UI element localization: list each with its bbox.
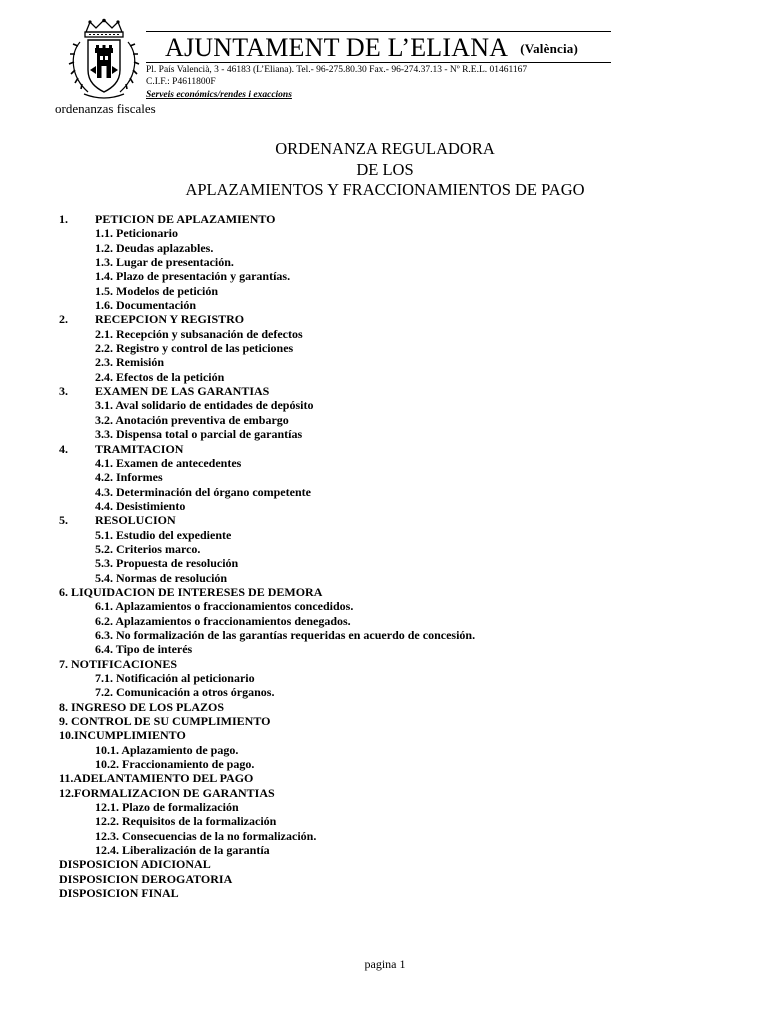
toc-entry-text: 6.1. Aplazamientos o fraccionamientos concedidos. [95, 599, 354, 614]
toc-entry [0, 743, 770, 757]
toc-entry [0, 269, 770, 283]
toc-entry [0, 327, 770, 341]
page-number: pagina 1 [364, 957, 406, 971]
toc-entry [0, 657, 770, 671]
toc-entry [0, 298, 770, 312]
toc-entry-text: 6.4. Tipo de interés [95, 642, 193, 657]
toc-entry [0, 384, 770, 398]
toc-entry-text: 10.2. Fraccionamiento de pago. [95, 757, 255, 772]
document-title-line-3: APLAZAMIENTOS Y FRACCIONAMIENTOS DE PAGO [185, 180, 585, 199]
toc-entry-text: 1.2. Deudas aplazables. [95, 240, 214, 255]
header-cif: C.I.F.: P4611800F [146, 77, 216, 87]
toc-entry-text: 3.2. Anotación preventiva de embargo [95, 412, 289, 427]
toc-entry [0, 442, 770, 456]
toc-entry-text: 2.1. Recepción y subsanación de defectos [95, 326, 303, 341]
toc-entry-number: 1. [59, 212, 68, 226]
document-title-line-1: ORDENANZA REGULADORA [275, 139, 495, 158]
toc-entry-text: RESOLUCION [95, 513, 176, 528]
toc-entry [0, 470, 770, 484]
toc-entry-text: 9. CONTROL DE SU CUMPLIMIENTO [59, 714, 271, 729]
toc-entry-text: 4.2. Informes [95, 470, 163, 485]
region-label: (València) [520, 41, 579, 56]
toc-entry-text: 12.4. Liberalización de la garantía [95, 843, 270, 858]
toc-entry [0, 829, 770, 843]
toc-entry [0, 226, 770, 240]
toc-entry [0, 728, 770, 742]
toc-entry-text: PETICION DE APLAZAMIENTO [95, 212, 276, 226]
toc-entry-text: 6. LIQUIDACION DE INTERESES DE DEMORA [59, 584, 323, 599]
toc-entry [0, 398, 770, 412]
toc-entry-text: 8. INGRESO DE LOS PLAZOS [59, 699, 225, 714]
toc-entry-text: 4.1. Examen de antecedentes [95, 455, 242, 470]
toc-entry-text: 3.1. Aval solidario de entidades de depósito [95, 398, 314, 413]
toc-entry-text: RECEPCION Y REGISTRO [95, 312, 245, 327]
header-bottom-rule [146, 62, 611, 63]
toc-entry-text: 7. NOTIFICACIONES [59, 656, 178, 671]
header-top-rule [146, 31, 611, 32]
toc-entry [0, 857, 770, 871]
toc-entry [0, 485, 770, 499]
toc-entry [0, 255, 770, 269]
document-title-line-2: DE LOS [356, 160, 414, 179]
toc-entry-text: DISPOSICION FINAL [59, 886, 179, 901]
toc-entry [0, 757, 770, 771]
toc-entry [0, 800, 770, 814]
toc-entry [0, 241, 770, 255]
toc-entry-text: 7.1. Notificación al peticionario [95, 671, 255, 685]
toc-entry-number: 5. [59, 513, 68, 528]
toc-entry [0, 370, 770, 384]
toc-entry [0, 427, 770, 441]
toc-entry-text: 1.3. Lugar de presentación. [95, 255, 234, 270]
toc-entry [0, 886, 770, 900]
toc-entry [0, 284, 770, 298]
toc-entry-text: 4.3. Determinación del órgano competente [95, 484, 311, 499]
toc-entry-text: DISPOSICION ADICIONAL [59, 857, 211, 872]
toc-entry-text: 12.FORMALIZACION DE GARANTIAS [59, 785, 275, 800]
toc-entry-text: 12.2. Requisitos de la formalización [95, 814, 277, 829]
toc-entry-text: 6.2. Aplazamientos o fraccionamientos denegados. [95, 613, 351, 628]
toc-entry [0, 355, 770, 369]
table-of-contents [0, 212, 770, 901]
municipal-coat-of-arms [66, 18, 142, 102]
toc-entry-number: 3. [59, 384, 68, 399]
toc-entry [0, 614, 770, 628]
toc-entry-text: DISPOSICION DEROGATORIA [59, 871, 233, 886]
toc-entry-text: 4.4. Desistimiento [95, 498, 186, 513]
toc-entry-text: 7.2. Comunicación a otros órganos. [95, 685, 275, 700]
header-department: Serveis económics/rendes i exaccions [146, 90, 292, 100]
toc-entry-text: 10.INCUMPLIMIENTO [59, 728, 186, 743]
toc-entry-text: EXAMEN DE LAS GARANTIAS [95, 384, 270, 399]
toc-entry [0, 843, 770, 857]
toc-entry [0, 714, 770, 728]
toc-entry-text: 1.4. Plazo de presentación y garantías. [95, 269, 291, 284]
toc-entry [0, 212, 770, 226]
toc-entry-text: 10.1. Aplazamiento de pago. [95, 742, 239, 757]
toc-entry [0, 685, 770, 699]
toc-entry [0, 671, 770, 685]
toc-entry [0, 585, 770, 599]
toc-entry-text: 6.3. No formalización de las garantías requeridas en acuerdo de concesión. [95, 627, 476, 642]
toc-entry [0, 456, 770, 470]
toc-entry [0, 872, 770, 886]
toc-entry [0, 642, 770, 656]
toc-entry [0, 814, 770, 828]
toc-entry-text: 5.2. Criterios marco. [95, 541, 201, 556]
toc-entry-text: 11.ADELANTAMIENTO DEL PAGO [59, 771, 254, 786]
toc-entry [0, 513, 770, 527]
toc-entry-text: 2.2. Registro y control de las peticiones [95, 341, 294, 356]
toc-entry [0, 413, 770, 427]
toc-entry-number: 4. [59, 441, 68, 456]
toc-entry-text: 12.1. Plazo de formalización [95, 800, 239, 815]
municipality-name: AJUNTAMENT DE L’ELIANA [165, 33, 509, 62]
toc-entry [0, 341, 770, 355]
toc-entry [0, 499, 770, 513]
toc-entry [0, 628, 770, 642]
section-label: ordenanzas fiscales [55, 101, 156, 116]
toc-entry [0, 771, 770, 785]
toc-entry [0, 556, 770, 570]
toc-entry [0, 528, 770, 542]
toc-entry [0, 312, 770, 326]
toc-entry-text: 1.5. Modelos de petición [95, 283, 218, 298]
toc-entry-text: TRAMITACION [95, 441, 184, 456]
toc-entry-text: 5.3. Propuesta de resolución [95, 556, 239, 571]
toc-entry-text: 3.3. Dispensa total o parcial de garantías [95, 427, 303, 442]
toc-entry [0, 599, 770, 613]
toc-entry-number: 2. [59, 312, 68, 327]
toc-entry-text: 5.4. Normas de resolución [95, 570, 228, 585]
toc-entry [0, 700, 770, 714]
toc-entry [0, 571, 770, 585]
toc-entry [0, 542, 770, 556]
toc-entry-text: 12.3. Consecuencias de la no formalización. [95, 828, 317, 843]
toc-entry-text: 1.1. Peticionario [95, 226, 178, 241]
toc-entry-text: 2.4. Efectos de la petición [95, 369, 225, 384]
toc-entry [0, 786, 770, 800]
toc-entry-text: 5.1. Estudio del expediente [95, 527, 232, 542]
toc-entry-text: 2.3. Remisión [95, 355, 164, 370]
header-address: Pl. País Valencià, 3 - 46183 (L’Eliana). Tel.- 96-275.80.30 Fax.- 96-274.37.13 - Nº R.E.L. 01461167 [146, 65, 528, 75]
header-title-line [165, 33, 578, 63]
toc-entry-text: 1.6. Documentación [95, 298, 196, 313]
